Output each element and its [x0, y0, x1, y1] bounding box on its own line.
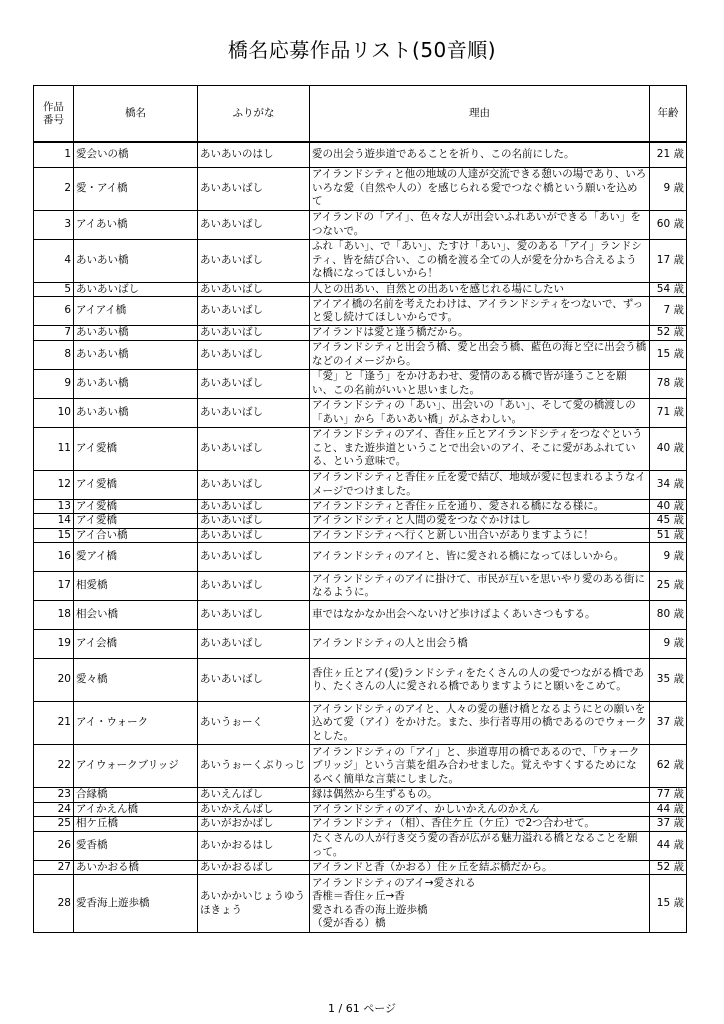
bridge-name: あいあい橋	[74, 369, 198, 398]
bridge-name: アイ愛橋	[74, 499, 198, 514]
entry-number: 6	[34, 297, 74, 326]
bridge-name: 愛アイ橋	[74, 543, 198, 572]
bridge-name: 相愛橋	[74, 572, 198, 601]
entry-reason: アイランドシティと香住ヶ丘を愛で結び、地域が愛に包まれるようなイメージでつけました。	[310, 470, 650, 499]
header-name: 橋名	[74, 86, 198, 143]
entry-number: 9	[34, 369, 74, 398]
bridge-name: アイアイ橋	[74, 297, 198, 326]
entry-number: 14	[34, 514, 74, 529]
entry-number: 26	[34, 831, 74, 860]
bridge-furigana: あいあいばし	[198, 572, 310, 601]
entrant-age: 35 歳	[650, 659, 687, 702]
entry-number: 21	[34, 702, 74, 745]
entrant-age: 7 歳	[650, 297, 687, 326]
bridge-furigana: あいあいばし	[198, 630, 310, 659]
entrant-age: 52 歳	[650, 860, 687, 875]
entry-number: 7	[34, 326, 74, 341]
entry-reason: アイランドシティのアイに掛けて、市民が互いを思いやり愛のある街になるように。	[310, 572, 650, 601]
bridge-furigana: あいあいばし	[198, 659, 310, 702]
bridge-furigana: あいあいばし	[198, 398, 310, 427]
entry-reason: 人との出あい、自然との出あいを感じれる場にしたい	[310, 282, 650, 297]
entrant-age: 37 歳	[650, 702, 687, 745]
bridge-name: アイ愛橋	[74, 514, 198, 529]
bridge-name: 愛会いの橋	[74, 142, 198, 167]
bridge-name: アイ会橋	[74, 630, 198, 659]
entry-number: 25	[34, 817, 74, 832]
entry-reason: ふれ「あい」、で「あい」、たすけ「あい」、愛のある「アイ」ランドシティ、皆を結び合い、この橋を渡る全ての人が愛を分かち合えるような橋になってほしいから！	[310, 239, 650, 282]
bridge-name: アイ合い橋	[74, 528, 198, 543]
table-row	[34, 167, 687, 210]
table-row	[34, 514, 687, 529]
bridge-name: 愛・アイ橋	[74, 167, 198, 210]
bridge-furigana: あいあいばし	[198, 601, 310, 630]
entry-number: 11	[34, 427, 74, 470]
bridge-name: 合縁橋	[74, 788, 198, 803]
bridge-name: 愛々橋	[74, 659, 198, 702]
table-row	[34, 369, 687, 398]
header-age: 年齢	[650, 86, 687, 143]
table-row	[34, 427, 687, 470]
table-row	[34, 297, 687, 326]
table-row	[34, 210, 687, 239]
header-row	[34, 86, 687, 143]
entry-reason: アイランドシティへ行くと新しい出合いがありますように！	[310, 528, 650, 543]
table-row	[34, 543, 687, 572]
bridge-furigana: あいあいばし	[198, 340, 310, 369]
bridge-name: アイあい橋	[74, 210, 198, 239]
page-footer: 1 / 61 ページ	[328, 1002, 396, 1015]
header-furigana: ふりがな	[198, 86, 310, 143]
entrant-age: 15 歳	[650, 875, 687, 933]
entry-number: 2	[34, 167, 74, 210]
table-row	[34, 875, 687, 933]
bridge-name: 相会い橋	[74, 601, 198, 630]
table-row	[34, 470, 687, 499]
bridge-furigana: あいうぉーく	[198, 702, 310, 745]
entrant-age: 80 歳	[650, 601, 687, 630]
header-reason: 理由	[310, 86, 650, 143]
table-row	[34, 528, 687, 543]
table-row	[34, 630, 687, 659]
bridge-name: アイ愛橋	[74, 470, 198, 499]
entry-number: 17	[34, 572, 74, 601]
bridge-name: 愛香橋	[74, 831, 198, 860]
header-number	[34, 86, 74, 143]
bridge-furigana: あいあいばし	[198, 297, 310, 326]
entry-reason: アイランドシティの人と出会う橋	[310, 630, 650, 659]
entry-number: 16	[34, 543, 74, 572]
entry-number: 1	[34, 142, 74, 167]
bridge-furigana: あいうぉーくぶりっじ	[198, 745, 310, 788]
entry-reason: アイランドの「アイ」、色々な人が出会いふれあいができる「あい」をつないで。	[310, 210, 650, 239]
bridge-name: あいあい橋	[74, 326, 198, 341]
table-row	[34, 326, 687, 341]
entry-reason: アイランドシティ（相）、香住ケ丘（ケ丘）で2つ合わせて。	[310, 817, 650, 832]
bridge-name: アイウォークブリッジ	[74, 745, 198, 788]
bridge-name: あいあい橋	[74, 239, 198, 282]
entry-reason: アイランドシティと人間の愛をつなぐかけはし	[310, 514, 650, 529]
bridge-name: アイ愛橋	[74, 427, 198, 470]
bridge-furigana: あいかかいじょうゆうほきょう	[198, 875, 310, 933]
bridge-name: アイかえん橋	[74, 802, 198, 817]
entry-number: 20	[34, 659, 74, 702]
bridge-furigana: あいあいばし	[198, 543, 310, 572]
bridge-name: 愛香海上遊歩橋	[74, 875, 198, 933]
bridge-furigana: あいあいばし	[198, 239, 310, 282]
entry-number: 12	[34, 470, 74, 499]
entrant-age: 54 歳	[650, 282, 687, 297]
bridge-furigana: あいあいばし	[198, 470, 310, 499]
table-row	[34, 788, 687, 803]
entry-reason: 香住ヶ丘とアイ(愛)ランドシティをたくさんの人の愛でつながる橋であり、たくさんの人に愛される橋でありますようにと願いをこめて。	[310, 659, 650, 702]
bridge-name: アイ・ウォーク	[74, 702, 198, 745]
table-row	[34, 860, 687, 875]
entrant-age: 60 歳	[650, 210, 687, 239]
entrant-age: 9 歳	[650, 543, 687, 572]
entry-number: 8	[34, 340, 74, 369]
entry-reason: 愛の出会う遊歩道であることを祈り、この名前にした。	[310, 142, 650, 167]
bridge-furigana: あいかおるばし	[198, 860, 310, 875]
table-row	[34, 142, 687, 167]
bridge-furigana: あいあいばし	[198, 528, 310, 543]
entrant-age: 40 歳	[650, 427, 687, 470]
table-row	[34, 831, 687, 860]
bridge-furigana: あいあいのはし	[198, 142, 310, 167]
entry-reason: アイランドシティのアイと、皆に愛される橋になってほしいから。	[310, 543, 650, 572]
entry-reason: アイランドシティのアイ、香住ヶ丘とアイランドシティをつなぐということ、また遊歩道ということで出会いのアイ、そこに愛があふれている、という意味で。	[310, 427, 650, 470]
bridge-furigana: あいかおるはし	[198, 831, 310, 860]
bridge-furigana: あいあいばし	[198, 427, 310, 470]
bridge-furigana: あいあいばし	[198, 514, 310, 529]
entrant-age: 37 歳	[650, 817, 687, 832]
entry-number: 19	[34, 630, 74, 659]
entrant-age: 77 歳	[650, 788, 687, 803]
entry-number: 18	[34, 601, 74, 630]
entrant-age: 52 歳	[650, 326, 687, 341]
entry-reason: アイランドと香（かおる）住ヶ丘を結ぶ橋だから。	[310, 860, 650, 875]
entry-number: 24	[34, 802, 74, 817]
entry-reason: アイランドは愛と逢う橋だから。	[310, 326, 650, 341]
table-row	[34, 802, 687, 817]
entry-number: 23	[34, 788, 74, 803]
entry-number: 10	[34, 398, 74, 427]
entry-reason: アイアイ橋の名前を考えたわけは、アイランドシティをつないで、ずっと愛し続けてほしいからです。	[310, 297, 650, 326]
entry-reason: アイランドシティのアイ、かしいかえんのかえん	[310, 802, 650, 817]
entry-reason: 縁は偶然から生ずるもの。	[310, 788, 650, 803]
entrant-age: 44 歳	[650, 831, 687, 860]
entry-number: 3	[34, 210, 74, 239]
entry-number: 28	[34, 875, 74, 933]
bridge-furigana: あいあいばし	[198, 326, 310, 341]
bridge-name: 相ケ丘橋	[74, 817, 198, 832]
bridge-furigana: あいあいばし	[198, 369, 310, 398]
table-row	[34, 572, 687, 601]
entry-reason: 「愛」と「逢う」をかけあわせ、愛情のある橋で皆が逢うことを願い、この名前がいいと思いました。	[310, 369, 650, 398]
bridge-furigana: あいあいばし	[198, 282, 310, 297]
entrant-age: 40 歳	[650, 499, 687, 514]
entry-reason: アイランドシティと他の地域の人達が交流できる憩いの場であり、いろいろな愛（自然や人の）を感じられる愛でつなぐ橋という願いを込めて	[310, 167, 650, 210]
bridge-name: あいあい橋	[74, 340, 198, 369]
entry-reason: アイランドシティのアイ→愛される 香椎＝香住ヶ丘→香 愛される香の海上遊歩橋 （愛が香る）橋	[310, 875, 650, 933]
entry-number: 27	[34, 860, 74, 875]
entry-reason: 車ではなかなか出会へないけど歩けばよくあいさつもする。	[310, 601, 650, 630]
entrant-age: 78 歳	[650, 369, 687, 398]
bridge-furigana: あいあいばし	[198, 210, 310, 239]
table-row	[34, 398, 687, 427]
bridge-furigana: あいあいばし	[198, 499, 310, 514]
entrant-age: 62 歳	[650, 745, 687, 788]
bridge-furigana: あいえんばし	[198, 788, 310, 803]
bridge-furigana: あいかえんばし	[198, 802, 310, 817]
entry-reason: アイランドシティの「アイ」と、歩道専用の橋であるので、「ウォークブリッジ」という言葉を組み合わせました。覚えやすくするためになるべく簡単な言葉にしました。	[310, 745, 650, 788]
entry-reason: アイランドシティと香住ヶ丘を通り、愛される橋になる様に。	[310, 499, 650, 514]
table-row	[34, 340, 687, 369]
table-row	[34, 282, 687, 297]
table-row	[34, 702, 687, 745]
entrant-age: 51 歳	[650, 528, 687, 543]
entry-number: 4	[34, 239, 74, 282]
entry-reason: アイランドシティの「あい」、出会いの「あい」、そして愛の橋渡しの「あい」から「あいあい橋」がふさわしい。	[310, 398, 650, 427]
entry-number: 13	[34, 499, 74, 514]
table-row	[34, 659, 687, 702]
entrant-age: 17 歳	[650, 239, 687, 282]
entrant-age: 34 歳	[650, 470, 687, 499]
entrant-age: 9 歳	[650, 167, 687, 210]
entrant-age: 44 歳	[650, 802, 687, 817]
table-row	[34, 499, 687, 514]
table-row	[34, 601, 687, 630]
entrant-age: 25 歳	[650, 572, 687, 601]
table-row	[34, 745, 687, 788]
entrant-age: 21 歳	[650, 142, 687, 167]
bridge-name: あいあい橋	[74, 398, 198, 427]
bridge-name: あいかおる橋	[74, 860, 198, 875]
table-row	[34, 817, 687, 832]
entry-reason: アイランドシティと出会う橋、愛と出会う橋、藍色の海と空に出会う橋などのイメージから。	[310, 340, 650, 369]
bridge-furigana: あいがおかばし	[198, 817, 310, 832]
entrant-age: 71 歳	[650, 398, 687, 427]
bridge-furigana: あいあいばし	[198, 167, 310, 210]
entry-number: 15	[34, 528, 74, 543]
bridge-name: あいあいばし	[74, 282, 198, 297]
entry-reason: アイランドシティのアイと、人々の愛の懸け橋となるようにとの願いを込めて愛（アイ）をかけた。また、歩行者専用の橋であるのでウォークとした。	[310, 702, 650, 745]
entry-number: 22	[34, 745, 74, 788]
header-number-label: 作品 番号	[43, 100, 64, 126]
entrant-age: 9 歳	[650, 630, 687, 659]
entry-reason: たくさんの人が行き交う愛の香が広がる魅力溢れる橋となることを願って。	[310, 831, 650, 860]
entry-number: 5	[34, 282, 74, 297]
entry-table	[33, 85, 687, 933]
table-row	[34, 239, 687, 282]
entrant-age: 15 歳	[650, 340, 687, 369]
page-title: 橋名応募作品リスト(50音順)	[227, 38, 497, 62]
entrant-age: 45 歳	[650, 514, 687, 529]
